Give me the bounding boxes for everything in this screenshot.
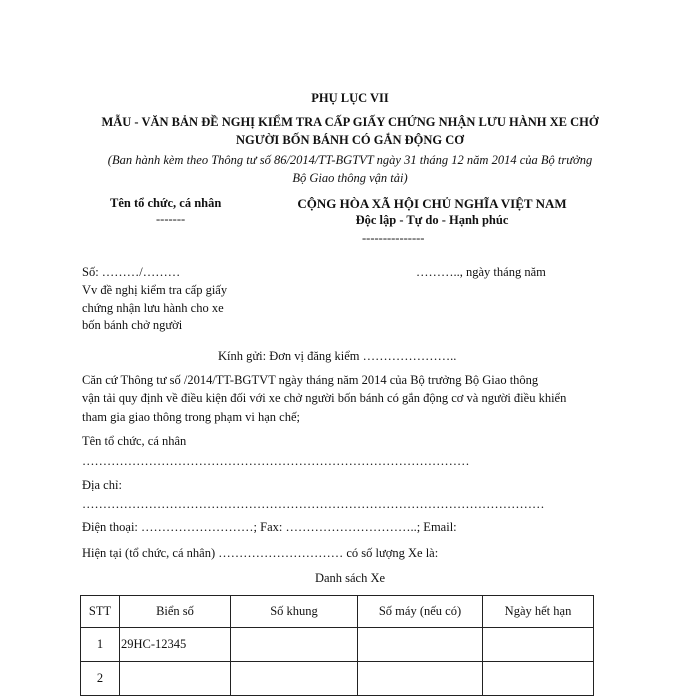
cell-engine <box>358 628 483 662</box>
cell-stt: 2 <box>81 662 120 696</box>
cell-engine <box>358 662 483 696</box>
cell-expiry <box>483 628 594 662</box>
cell-stt: 1 <box>81 628 120 662</box>
recipient-line: Kính gửi: Đơn vị đăng kiểm ………………….. <box>218 349 457 363</box>
subject-line-2: chứng nhận lưu hành cho xe <box>82 301 224 315</box>
issuance-note-line-2: Bộ Giao thông vận tải) <box>292 171 408 185</box>
organization-name-heading: Tên tổ chức, cá nhân <box>110 196 222 210</box>
legal-basis-line-1: Căn cứ Thông tư số /2014/TT-BGTVT ngày tháng năm 2014 của Bộ trưởng Bộ Giao thông <box>82 373 539 387</box>
vehicle-list-title: Danh sách Xe <box>314 571 386 585</box>
table-header-row <box>81 596 594 628</box>
vehicle-table <box>80 595 594 696</box>
address-fill-line: ………………………………………………………………………………………………… <box>82 497 545 511</box>
header-engine: Số máy (nếu có) <box>358 596 483 628</box>
document-number: Số: ………/……… <box>82 265 181 279</box>
subject-line-3: bốn bánh chở người <box>82 318 183 332</box>
cell-chassis <box>231 662 358 696</box>
legal-basis-line-2: vận tải quy định về điều kiện đối với xe chở người bốn bánh có gắn động cơ và người điều khiển <box>82 391 567 405</box>
country-name: CỘNG HÒA XÃ HỘI CHỦ NGHĨA VIỆT NAM <box>297 196 567 211</box>
cell-chassis <box>231 628 358 662</box>
form-title-line-2: NGƯỜI BỐN BÁNH CÓ GẮN ĐỘNG CƠ <box>235 133 464 147</box>
legal-basis-line-3: tham gia giao thông trong phạm vi hạn chế; <box>82 410 301 424</box>
header-expiry: Ngày hết hạn <box>483 596 594 628</box>
header-stt: STT <box>81 596 120 628</box>
document-date: ……….., ngày tháng năm <box>416 265 546 279</box>
subject-line-1: Vv đề nghị kiểm tra cấp giấy <box>82 283 228 297</box>
organization-fill-line: ………………………………………………………………………………… <box>82 454 470 468</box>
organization-label: Tên tổ chức, cá nhân <box>82 434 187 448</box>
table-row <box>81 628 594 662</box>
issuance-note-line-1: (Ban hành kèm theo Thông tư số 86/2014/TT-BGTVT ngày 31 tháng 12 năm 2014 của Bộ trưởng <box>107 153 593 167</box>
cell-plate: 29HC-12345 <box>120 628 231 662</box>
cell-plate <box>120 662 231 696</box>
form-title-line-1: MẪU - VĂN BẢN ĐỀ NGHỊ KIỂM TRA CẤP GIẤY CHỨNG NHẬN LƯU HÀNH XE CHỞ <box>101 115 599 129</box>
contact-line: Điện thoại: ………………………; Fax: …………………………..; Email: <box>82 520 457 534</box>
national-motto: Độc lập - Tự do - Hạnh phúc <box>355 213 509 227</box>
organization-divider: ------- <box>156 212 186 226</box>
cell-expiry <box>483 662 594 696</box>
table-row <box>81 662 594 696</box>
address-label: Địa chỉ: <box>82 478 122 492</box>
appendix-title: PHỤ LỤC VII <box>311 91 389 105</box>
vehicle-count-line: Hiện tại (tổ chức, cá nhân) ………………………… có số lượng Xe là: <box>82 546 439 560</box>
motto-divider: --------------- <box>362 231 425 245</box>
header-plate: Biển số <box>120 596 231 628</box>
header-chassis: Số khung <box>231 596 358 628</box>
